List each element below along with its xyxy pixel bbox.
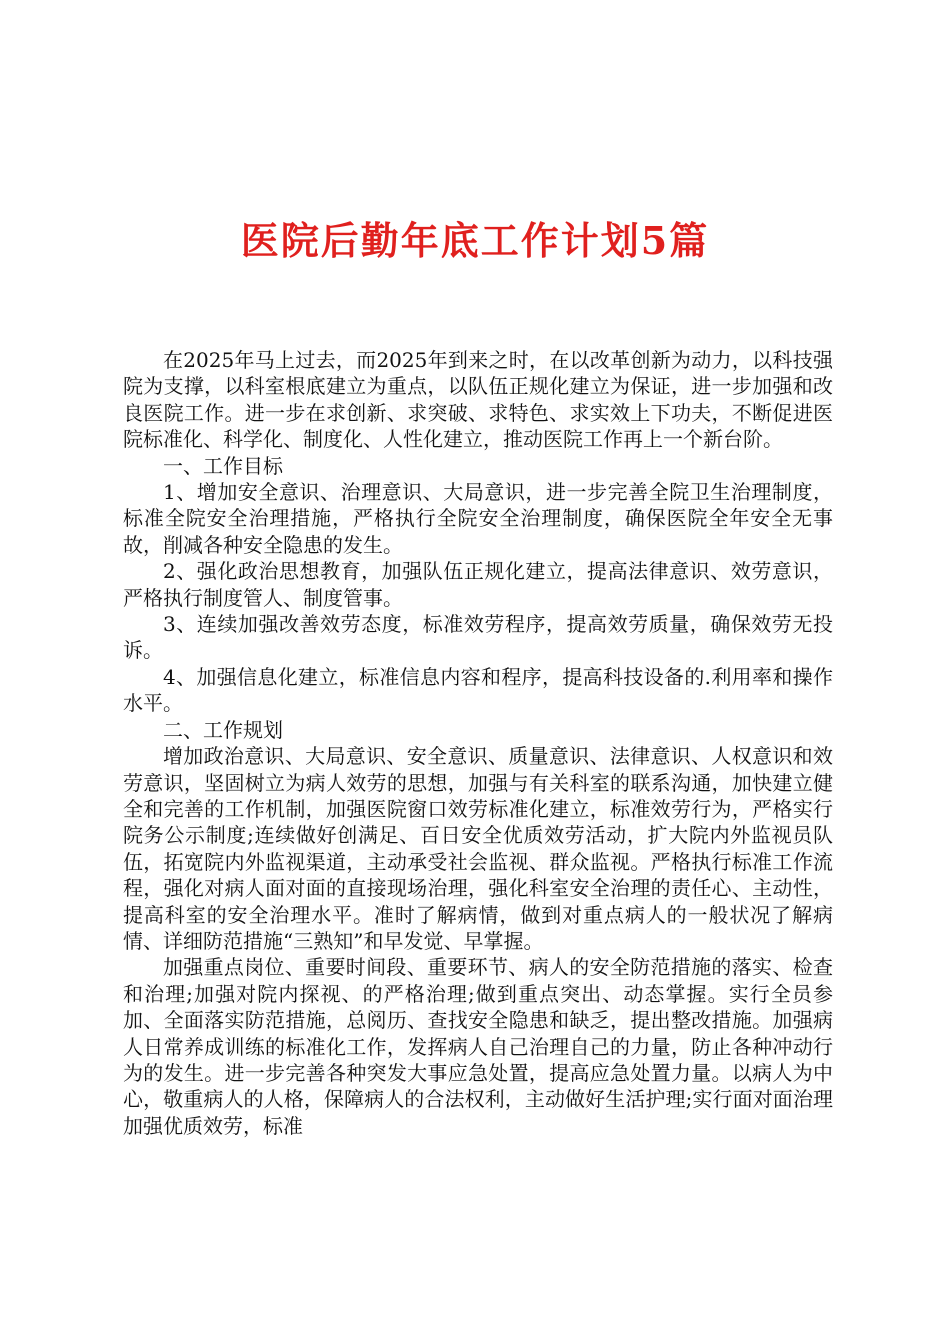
plan-paragraph-2: 加强重点岗位、重要时间段、重要环节、病人的安全防范措施的落实、检查和治理;加强对院内探视、的严格治理;做到重点突出、动态掌握。实行全员参加、全面落实防范措施，总阅历、查找安全隐患和缺乏，提出整改措施。加强病人日常养成训练的标准化工作，发挥病人自己治理自己的力量，防止各种冲动行为的发生。进一步完善各种突发大事应急处置，提高应急处置力量。以病人为中心，敬重病人的人格，保障病人的合法权利，主动做好生活护理;实行面对面治理加强优质效劳，标准 — [123, 955, 833, 1138]
document-body — [123, 347, 833, 1139]
section-heading-goals: 一、工作目标 — [163, 453, 283, 478]
goal-item-1: 1、增加安全意识、治理意识、大局意识，进一步完善全院卫生治理制度，标准全院安全治理措施，严格执行全院安全治理制度，确保医院全年安全无事故，削减各种安全隐患的发生。 — [123, 480, 833, 557]
goal-item-3: 3、连续加强改善效劳态度，标准效劳程序，提高效劳质量，确保效劳无投诉。 — [123, 612, 833, 663]
document-title: 医院后勤年底工作计划5篇 — [240, 218, 710, 263]
plan-paragraph-1: 增加政治意识、大局意识、安全意识、质量意识、法律意识、人权意识和效劳意识，坚固树立为病人效劳的思想，加强与有关科室的联系沟通，加快建立健全和完善的工作机制，加强医院窗口效劳标准化建立，标准效劳行为，严格实行院务公示制度;连续做好创满足、百日安全优质效劳活动，扩大院内外监视员队伍，拓宽院内外监视渠道，主动承受社会监视、群众监视。严格执行标准工作流程，强化对病人面对面的直接现场治理，强化科室安全治理的责任心、主动性，提高科室的安全治理水平。准时了解病情，做到对重点病人的一般状况了解病情、详细防范措施“三熟知”和早发觉、早掌握。 — [123, 744, 833, 953]
intro-paragraph: 在2025年马上过去，而2025年到来之时，在以改革创新为动力，以科技强院为支撑，以科室根底建立为重点，以队伍正规化建立为保证，进一步加强和改良医院工作。进一步在求创新、求突破、求特色、求实效上下功夫，不断促进医院标准化、科学化、制度化、人性化建立，推动医院工作再上一个新台阶。 — [123, 348, 833, 452]
section-heading-plan: 二、工作规划 — [163, 717, 283, 742]
goal-item-4: 4、加强信息化建立，标准信息内容和程序，提高科技设备的.利用率和操作水平。 — [123, 664, 833, 716]
goal-item-2: 2、强化政治思想教育，加强队伍正规化建立，提高法律意识、效劳意识，严格执行制度管人、制度管事。 — [123, 559, 833, 610]
